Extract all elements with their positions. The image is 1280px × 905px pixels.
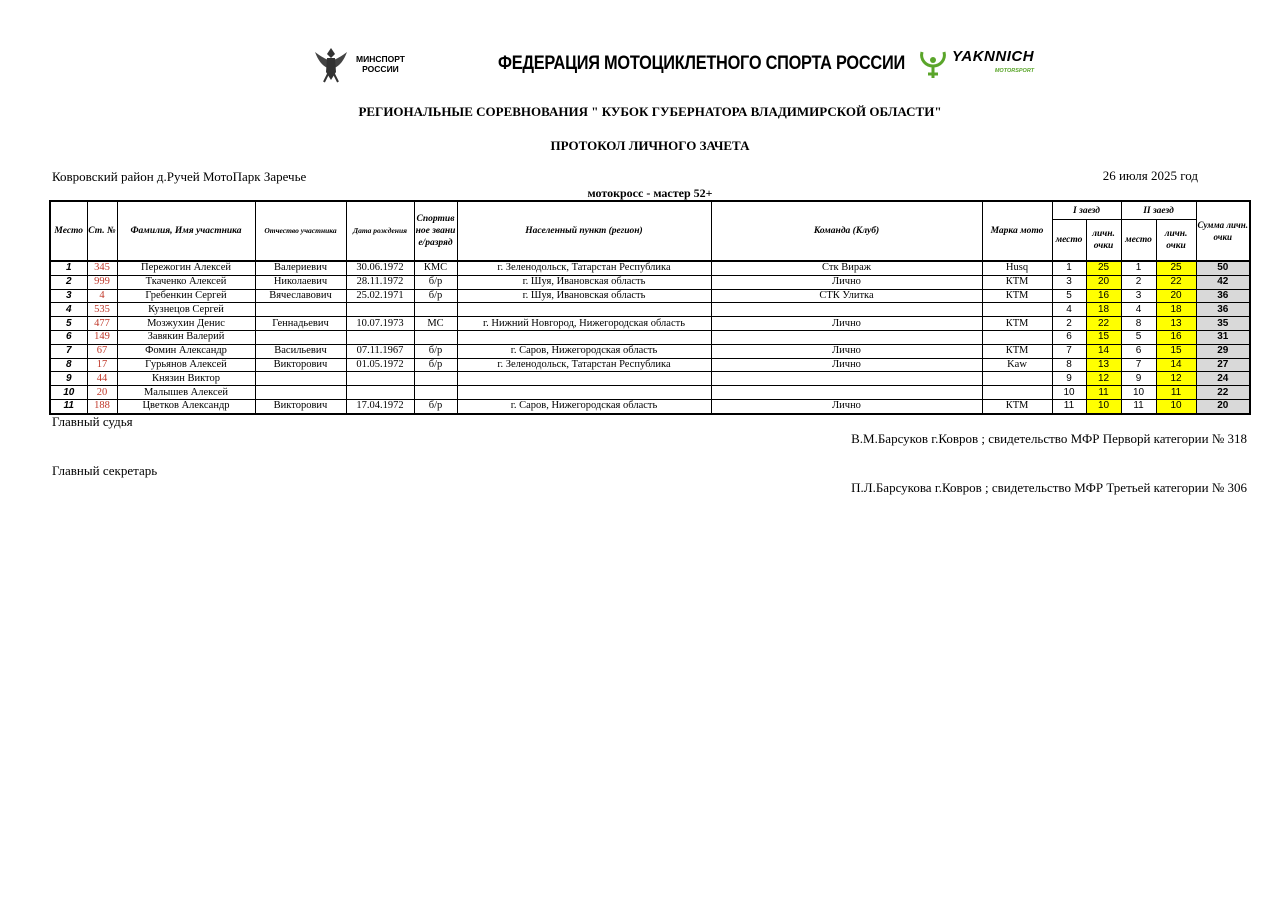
cell-moto: КТМ <box>982 344 1052 358</box>
cell-place: 9 <box>50 372 87 386</box>
header-birth-date: Дата рождения <box>346 201 414 261</box>
cell-name: Гурьянов Алексей <box>117 358 255 372</box>
cell-sum: 22 <box>1196 386 1250 400</box>
cell-birth-date: 25.02.1971 <box>346 289 414 303</box>
cell-city: г. Нижний Новгород, Нижегородская область <box>457 317 711 331</box>
header-sum: Сумма личн. очки <box>1196 201 1250 261</box>
page-title: РЕГИОНАЛЬНЫЕ СОРЕВНОВАНИЯ " КУБОК ГУБЕРНАТОРА ВЛАДИМИРСКОЙ ОБЛАСТИ" <box>358 104 942 119</box>
header-city: Населенный пункт (регион) <box>457 201 711 261</box>
cell-sum: 31 <box>1196 330 1250 344</box>
cell-name: Завякин Валерий <box>117 330 255 344</box>
cell-race-1-points: 14 <box>1086 344 1121 358</box>
cell-name: Мозжухин Денис <box>117 317 255 331</box>
cell-race-1-place: 2 <box>1052 317 1086 331</box>
header-moto: Марка мото <box>982 201 1052 261</box>
cell-patronymic <box>255 303 346 317</box>
cell-race-1-place: 1 <box>1052 261 1086 275</box>
cell-number: 44 <box>87 372 117 386</box>
cell-race-2-place: 2 <box>1121 275 1156 289</box>
table-row <box>50 303 1250 317</box>
yak-text: YAKNNICH <box>952 48 1035 65</box>
minsport-logo <box>312 42 422 86</box>
cell-place: 4 <box>50 303 87 317</box>
cell-place: 2 <box>50 275 87 289</box>
cell-race-1-points: 15 <box>1086 330 1121 344</box>
cell-rank <box>414 303 457 317</box>
cell-moto <box>982 330 1052 344</box>
cell-race-1-points: 11 <box>1086 386 1121 400</box>
cell-city: г. Шуя, Ивановская область <box>457 289 711 303</box>
cell-race-1-points: 25 <box>1086 261 1121 275</box>
cell-sum: 27 <box>1196 358 1250 372</box>
header-race-1-points: личн. очки <box>1086 220 1121 262</box>
cell-city: г. Зеленодольск, Татарстан Республика <box>457 358 711 372</box>
cell-race-1-points: 10 <box>1086 399 1121 413</box>
cell-city <box>457 372 711 386</box>
cell-race-2-place: 10 <box>1121 386 1156 400</box>
cell-race-2-place: 1 <box>1121 261 1156 275</box>
header-number: Ст. № <box>87 201 117 261</box>
cell-number: 999 <box>87 275 117 289</box>
cell-rank <box>414 372 457 386</box>
cell-race-2-points: 11 <box>1156 386 1196 400</box>
cell-race-1-place: 11 <box>1052 399 1086 413</box>
cell-patronymic: Геннадьевич <box>255 317 346 331</box>
cell-race-2-points: 20 <box>1156 289 1196 303</box>
header-name: Фамилия, Имя участника <box>117 201 255 261</box>
header-race-1-place: место <box>1052 220 1086 262</box>
cell-number: 477 <box>87 317 117 331</box>
header-race-2: II заезд <box>1121 201 1196 220</box>
cell-name: Ткаченко Алексей <box>117 275 255 289</box>
yaknnich-logo <box>918 46 1058 82</box>
cell-birth-date: 07.11.1967 <box>346 344 414 358</box>
yak-sub: MOTORSPORT <box>994 68 1035 74</box>
cell-rank: МС <box>414 317 457 331</box>
cell-patronymic: Николаевич <box>255 275 346 289</box>
cell-team: Лично <box>711 344 982 358</box>
cell-sum: 20 <box>1196 399 1250 413</box>
cell-race-2-place: 4 <box>1121 303 1156 317</box>
chief-judge-name: В.М.Барсуков г.Ковров ; свидетельство МФР Перворй категории № 318 <box>851 431 1247 446</box>
minsport-line2: РОССИИ <box>362 64 399 74</box>
cell-race-2-points: 15 <box>1156 344 1196 358</box>
cell-rank <box>414 330 457 344</box>
results-table <box>49 200 1251 415</box>
table-row <box>50 275 1250 289</box>
cell-moto: Kaw <box>982 358 1052 372</box>
class-name: мотокросс - мастер 52+ <box>587 186 713 200</box>
cell-patronymic: Вячеславович <box>255 289 346 303</box>
cell-patronymic <box>255 330 346 344</box>
cell-race-2-points: 22 <box>1156 275 1196 289</box>
cell-place: 5 <box>50 317 87 331</box>
cell-race-2-points: 12 <box>1156 372 1196 386</box>
cell-team <box>711 386 982 400</box>
cell-sum: 35 <box>1196 317 1250 331</box>
yak-horns-icon <box>918 48 948 80</box>
cell-birth-date: 01.05.1972 <box>346 358 414 372</box>
cell-number: 17 <box>87 358 117 372</box>
cell-race-1-points: 18 <box>1086 303 1121 317</box>
cell-name: Цветков Александр <box>117 399 255 413</box>
cell-moto: КТМ <box>982 317 1052 331</box>
cell-rank: б/р <box>414 275 457 289</box>
cell-moto: КТМ <box>982 275 1052 289</box>
cell-rank: КМС <box>414 261 457 275</box>
cell-sum: 29 <box>1196 344 1250 358</box>
cell-race-1-place: 7 <box>1052 344 1086 358</box>
cell-race-1-points: 22 <box>1086 317 1121 331</box>
cell-birth-date <box>346 303 414 317</box>
cell-race-1-place: 8 <box>1052 358 1086 372</box>
cell-place: 8 <box>50 358 87 372</box>
cell-birth-date <box>346 386 414 400</box>
table-row <box>50 358 1250 372</box>
cell-patronymic <box>255 386 346 400</box>
cell-place: 3 <box>50 289 87 303</box>
cell-birth-date <box>346 372 414 386</box>
cell-race-2-place: 11 <box>1121 399 1156 413</box>
event-date: 26 июля 2025 год <box>1102 168 1198 183</box>
cell-place: 6 <box>50 330 87 344</box>
cell-moto: КТМ <box>982 399 1052 413</box>
cell-team: Лично <box>711 317 982 331</box>
cell-team <box>711 303 982 317</box>
header-place: Место <box>50 201 87 261</box>
cell-birth-date: 30.06.1972 <box>346 261 414 275</box>
cell-rank: б/р <box>414 289 457 303</box>
chief-judge-label: Главный судья <box>52 414 133 429</box>
cell-city <box>457 303 711 317</box>
cell-race-1-place: 4 <box>1052 303 1086 317</box>
cell-number: 535 <box>87 303 117 317</box>
cell-race-1-place: 5 <box>1052 289 1086 303</box>
cell-race-2-place: 6 <box>1121 344 1156 358</box>
cell-race-2-points: 14 <box>1156 358 1196 372</box>
header-team: Команда (Клуб) <box>711 201 982 261</box>
cell-number: 149 <box>87 330 117 344</box>
cell-race-2-place: 3 <box>1121 289 1156 303</box>
cell-birth-date: 28.11.1972 <box>346 275 414 289</box>
cell-moto: Husq <box>982 261 1052 275</box>
cell-race-2-place: 9 <box>1121 372 1156 386</box>
cell-city: г. Шуя, Ивановская область <box>457 275 711 289</box>
cell-city: г. Саров, Нижегородская область <box>457 344 711 358</box>
cell-city <box>457 386 711 400</box>
cell-race-1-place: 6 <box>1052 330 1086 344</box>
minsport-line1: МИНСПОРТ <box>356 54 405 64</box>
cell-number: 188 <box>87 399 117 413</box>
cell-race-1-place: 3 <box>1052 275 1086 289</box>
table-row <box>50 399 1250 413</box>
cell-race-1-points: 13 <box>1086 358 1121 372</box>
cell-moto <box>982 303 1052 317</box>
table-row <box>50 386 1250 400</box>
table-row <box>50 261 1250 275</box>
cell-race-2-points: 25 <box>1156 261 1196 275</box>
cell-birth-date <box>346 330 414 344</box>
cell-race-1-place: 10 <box>1052 386 1086 400</box>
cell-rank: б/р <box>414 344 457 358</box>
chief-secretary-label: Главный секретарь <box>52 463 158 478</box>
cell-place: 7 <box>50 344 87 358</box>
cell-team: Стк Вираж <box>711 261 982 275</box>
cell-patronymic: Викторович <box>255 358 346 372</box>
venue: Ковровский район д.Ручей МотоПарк Заречье <box>52 169 307 184</box>
header-patronymic: Отчество участника <box>255 201 346 261</box>
table-row <box>50 344 1250 358</box>
cell-sum: 24 <box>1196 372 1250 386</box>
cell-place: 1 <box>50 261 87 275</box>
cell-place: 11 <box>50 399 87 413</box>
cell-name: Князин Виктор <box>117 372 255 386</box>
cell-moto <box>982 372 1052 386</box>
cell-team: Лично <box>711 358 982 372</box>
cell-race-1-place: 9 <box>1052 372 1086 386</box>
cell-team: Лично <box>711 275 982 289</box>
table-row <box>50 372 1250 386</box>
header-race-1: I заезд <box>1052 201 1121 220</box>
cell-race-1-points: 12 <box>1086 372 1121 386</box>
header-race-2-points: личн. очки <box>1156 220 1196 262</box>
cell-number: 4 <box>87 289 117 303</box>
table-row <box>50 330 1250 344</box>
cell-race-2-place: 7 <box>1121 358 1156 372</box>
cell-moto: КТМ <box>982 289 1052 303</box>
table-row <box>50 317 1250 331</box>
cell-rank <box>414 386 457 400</box>
cell-sum: 42 <box>1196 275 1250 289</box>
cell-race-1-points: 20 <box>1086 275 1121 289</box>
cell-name: Малышев Алексей <box>117 386 255 400</box>
cell-rank: б/р <box>414 399 457 413</box>
cell-team <box>711 372 982 386</box>
cell-patronymic: Викторович <box>255 399 346 413</box>
cell-race-2-place: 5 <box>1121 330 1156 344</box>
table-row <box>50 289 1250 303</box>
cell-team <box>711 330 982 344</box>
cell-birth-date: 17.04.1972 <box>346 399 414 413</box>
eagle-icon <box>312 44 350 84</box>
cell-sum: 50 <box>1196 261 1250 275</box>
header-race-2-place: место <box>1121 220 1156 262</box>
cell-name: Фомин Александр <box>117 344 255 358</box>
cell-race-2-points: 18 <box>1156 303 1196 317</box>
cell-number: 20 <box>87 386 117 400</box>
cell-sum: 36 <box>1196 289 1250 303</box>
cell-race-1-points: 16 <box>1086 289 1121 303</box>
header-rank: Спортивное звание/разряд <box>414 201 457 261</box>
cell-patronymic: Васильевич <box>255 344 346 358</box>
cell-city <box>457 330 711 344</box>
cell-name: Гребенкин Сергей <box>117 289 255 303</box>
cell-number: 67 <box>87 344 117 358</box>
cell-number: 345 <box>87 261 117 275</box>
cell-race-2-points: 13 <box>1156 317 1196 331</box>
mfr-logo <box>490 42 905 86</box>
cell-name: Пережогин Алексей <box>117 261 255 275</box>
page-subtitle: ПРОТОКОЛ ЛИЧНОГО ЗАЧЕТА <box>550 138 750 153</box>
cell-place: 10 <box>50 386 87 400</box>
cell-race-2-place: 8 <box>1121 317 1156 331</box>
cell-sum: 36 <box>1196 303 1250 317</box>
mfr-title: ФЕДЕРАЦИЯ МОТОЦИКЛЕТНОГО СПОРТА РОССИИ <box>498 53 905 74</box>
chief-secretary-name: П.Л.Барсукова г.Ковров ; свидетельство МФР Третьей категории № 306 <box>851 480 1247 495</box>
cell-race-2-points: 16 <box>1156 330 1196 344</box>
cell-city: г. Саров, Нижегородская область <box>457 399 711 413</box>
cell-race-2-points: 10 <box>1156 399 1196 413</box>
cell-team: Лично <box>711 399 982 413</box>
cell-team: СТК Улитка <box>711 289 982 303</box>
cell-birth-date: 10.07.1973 <box>346 317 414 331</box>
cell-patronymic <box>255 372 346 386</box>
cell-city: г. Зеленодольск, Татарстан Республика <box>457 261 711 275</box>
cell-patronymic: Валериевич <box>255 261 346 275</box>
logo-strip <box>0 40 1280 90</box>
cell-rank: б/р <box>414 358 457 372</box>
cell-name: Кузнецов Сергей <box>117 303 255 317</box>
cell-moto <box>982 386 1052 400</box>
